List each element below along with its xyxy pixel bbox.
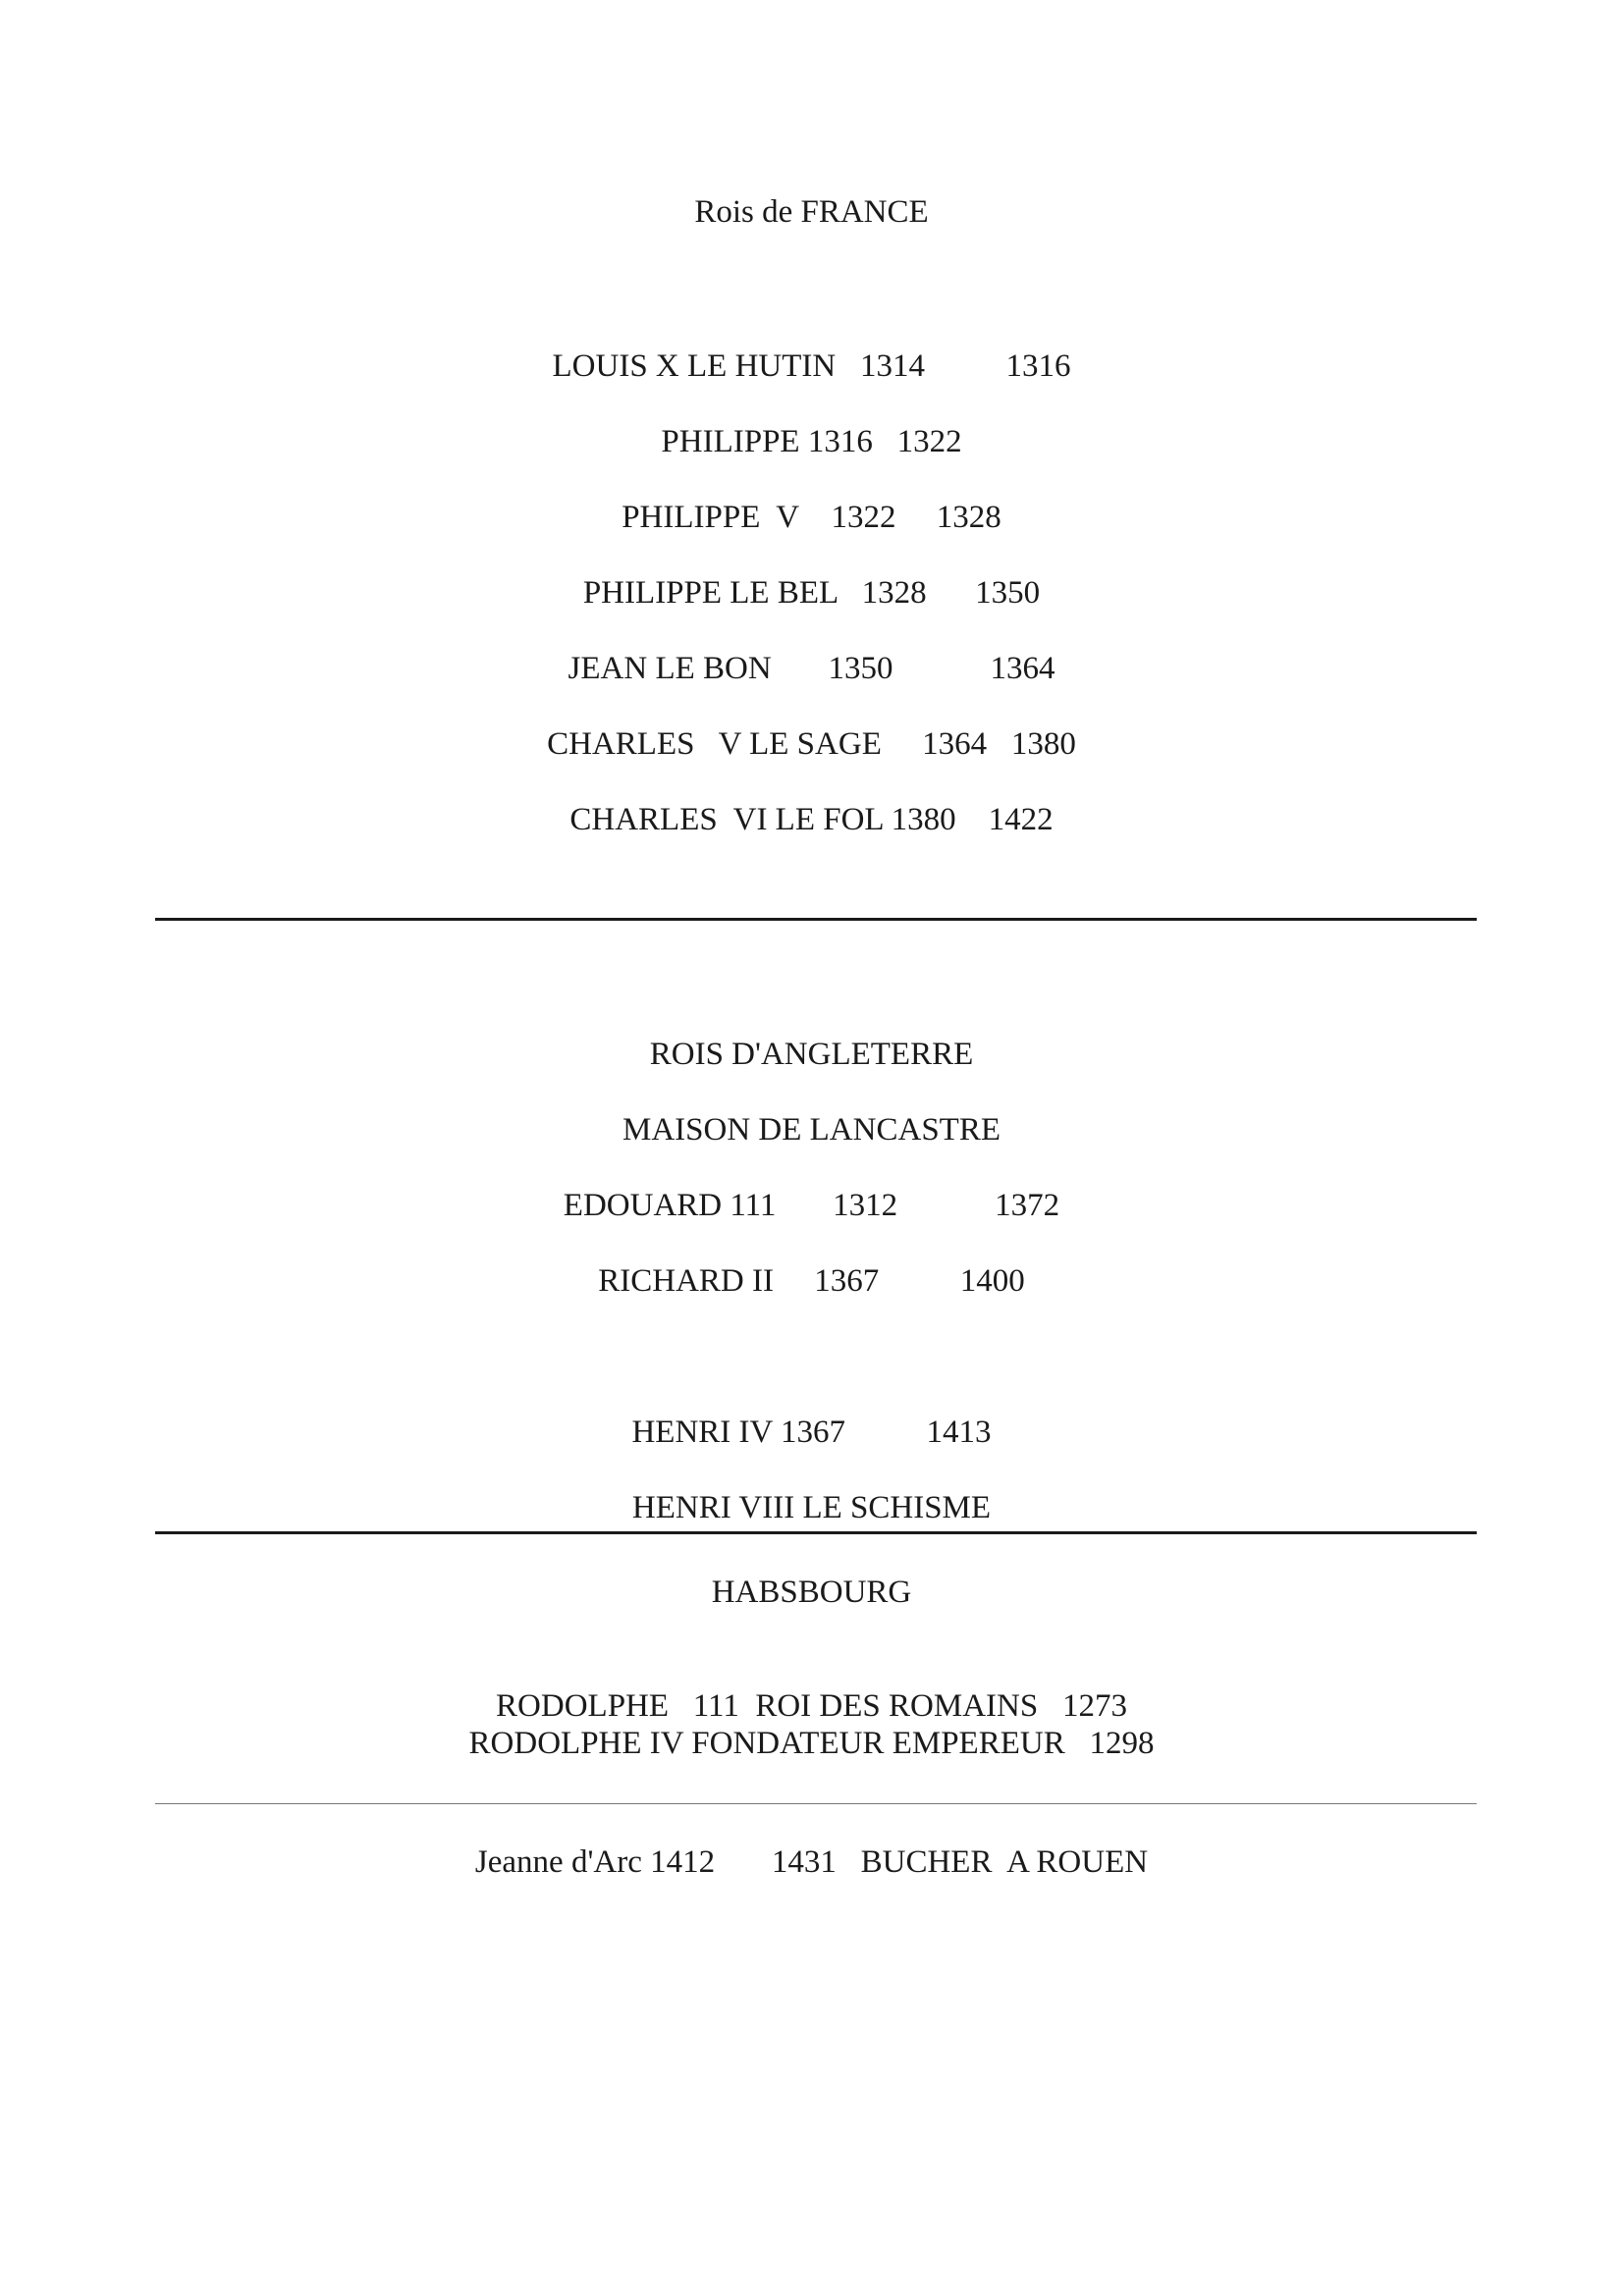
section-divider: [155, 1803, 1477, 1804]
france-title: Rois de FRANCE: [694, 194, 929, 230]
section-divider: [155, 918, 1477, 921]
jeanne-darc-note: Jeanne d'Arc 1412 1431 BUCHER A ROUEN: [474, 1844, 1149, 1880]
france-king-row: CHARLES VI LE FOL 1380 1422: [569, 802, 1054, 837]
section-divider: [155, 1531, 1477, 1534]
habsbourg-title: HABSBOURG: [711, 1575, 912, 1610]
england-title: ROIS D'ANGLETERRE: [649, 1037, 974, 1072]
england-king-row: HENRI IV 1367 1413: [631, 1415, 992, 1450]
france-king-row: LOUIS X LE HUTIN 1314 1316: [552, 348, 1071, 384]
england-house: MAISON DE LANCASTRE: [622, 1112, 1001, 1148]
england-king-row: HENRI VIII LE SCHISME: [631, 1490, 992, 1525]
france-king-row: PHILIPPE LE BEL 1328 1350: [582, 575, 1041, 611]
france-king-row: PHILIPPE 1316 1322: [661, 424, 962, 459]
england-king-row: RICHARD II 1367 1400: [598, 1263, 1025, 1299]
habsbourg-ruler-row: RODOLPHE 111 ROI DES ROMAINS 1273: [496, 1688, 1127, 1724]
habsbourg-ruler-row: RODOLPHE IV FONDATEUR EMPEREUR 1298: [468, 1726, 1155, 1761]
england-king-row: EDOUARD 111 1312 1372: [563, 1188, 1060, 1223]
france-king-row: JEAN LE BON 1350 1364: [568, 651, 1055, 686]
france-king-row: PHILIPPE V 1322 1328: [622, 500, 1001, 535]
france-king-row: CHARLES V LE SAGE 1364 1380: [547, 726, 1076, 762]
